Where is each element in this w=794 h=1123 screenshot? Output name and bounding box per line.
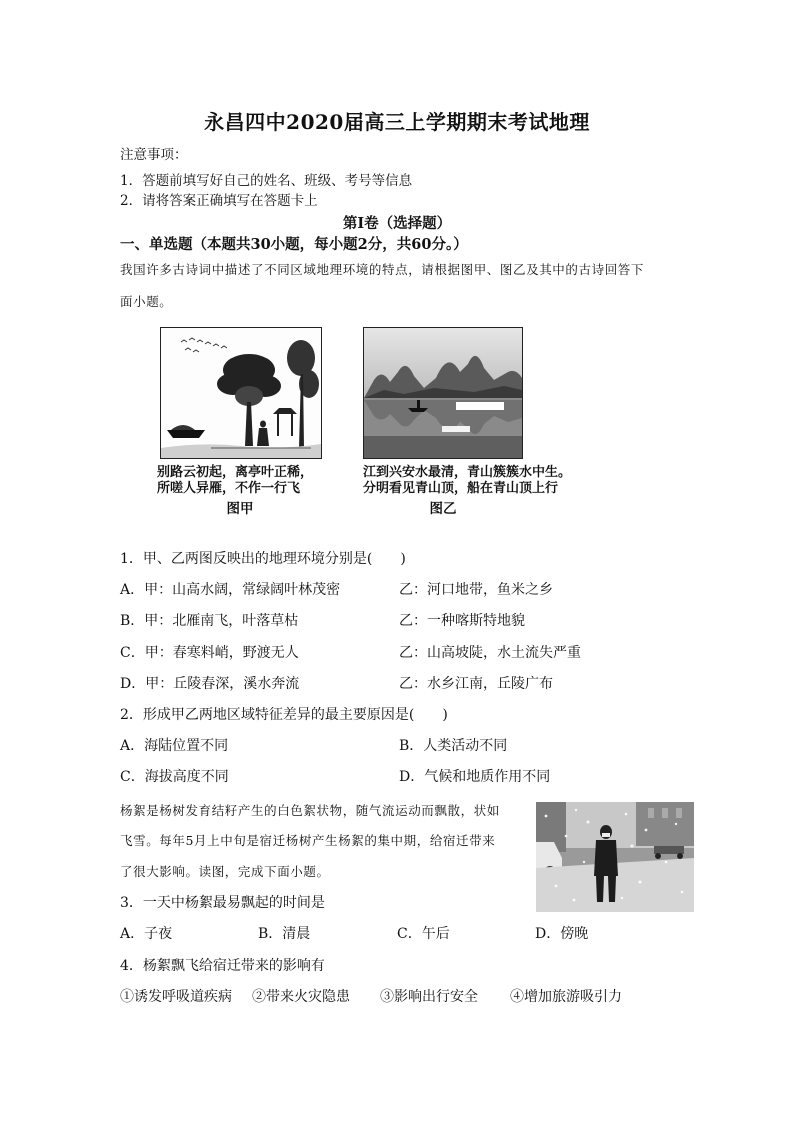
section-title: 第I卷（选择题） — [342, 215, 452, 232]
page-title: 永昌四中2020届高三上学期期末考试地理 — [204, 110, 590, 134]
question-1-option: A．甲：山高水阔，常绿阔叶林茂密 — [120, 582, 341, 598]
question-2-option: A．海陆位置不同 — [120, 738, 229, 754]
question-3-option: D．傍晚 — [535, 926, 589, 942]
intro-text-line: 了很大影响。读图，完成下面小题。 — [120, 864, 330, 879]
figure-a-image — [160, 327, 322, 459]
question-1-option: 乙：河口地带，鱼米之乡 — [399, 582, 553, 598]
question-4-option: ②带来火灾隐患 — [252, 989, 350, 1005]
question-1-option: C．甲：春寒料峭，野渡无人 — [120, 645, 299, 661]
question-1-option: D．甲：丘陵春深，溪水奔流 — [120, 676, 300, 692]
figure-b-image — [363, 327, 523, 459]
poplar-fluff-photo — [536, 802, 694, 912]
question-4-stem: 4．杨絮飘飞给宿迁带来的影响有 — [120, 958, 325, 974]
part-title: 一、单选题（本题共30小题，每小题2分，共60分。） — [120, 236, 468, 253]
figure-b-label: 图乙 — [429, 501, 457, 517]
figure-b-caption-line: 分明看见青山顶，船在青山顶上行 — [363, 481, 559, 496]
question-2-option: D．气候和地质作用不同 — [399, 769, 551, 785]
figure-a-caption-line: 别路云初起，离亭叶正稀， — [157, 465, 314, 480]
intro-text-line: 飞雪。每年5月上中旬是宿迁杨树产生杨絮的集中期，给宿迁带来 — [120, 833, 496, 848]
intro-text-line: 我国许多古诗词中描述了不同区域地理环境的特点，请根据图甲、图乙及其中的古诗回答下 — [120, 262, 645, 277]
question-4-option: ③影响出行安全 — [380, 989, 478, 1005]
notice-item-2: 2．请将答案正确填写在答题卡上 — [120, 193, 318, 209]
question-4-option: ①诱发呼吸道疾病 — [120, 989, 232, 1005]
question-3-stem: 3．一天中杨絮最易飘起的时间是 — [120, 895, 325, 911]
question-1-option: B．甲：北雁南飞，叶落草枯 — [120, 613, 299, 629]
question-3-option: B．清晨 — [258, 926, 311, 942]
question-1-option: 乙：山高坡陡，水土流失严重 — [399, 645, 581, 661]
question-2-stem: 2．形成甲乙两地区域特征差异的最主要原因是( ) — [120, 707, 448, 723]
question-4-option: ④增加旅游吸引力 — [510, 989, 622, 1005]
question-1-option: 乙：一种喀斯特地貌 — [399, 613, 525, 629]
notice-item-1: 1．答题前填写好自己的姓名、班级、考号等信息 — [120, 173, 413, 189]
intro-text-line: 面小题。 — [120, 294, 173, 309]
figure-a-label: 图甲 — [226, 501, 254, 517]
question-3-option: A．子夜 — [120, 926, 173, 942]
intro-text-line: 杨絮是杨树发育结籽产生的白色絮状物，随气流运动而飘散，状如 — [120, 803, 500, 818]
notice-heading: 注意事项： — [120, 147, 188, 163]
question-2-option: C．海拔高度不同 — [120, 769, 229, 785]
question-2-option: B．人类活动不同 — [399, 738, 508, 754]
question-1-option: 乙：水乡江南，丘陵广布 — [399, 676, 553, 692]
figure-b-caption-line: 江到兴安水最清，青山簇簇水中生。 — [363, 465, 572, 480]
question-1-stem: 1．甲、乙两图反映出的地理环境分别是( ) — [120, 551, 406, 567]
question-3-option: C．午后 — [397, 926, 450, 942]
figure-a-caption-line: 所嗟人异雁，不作一行飞 — [157, 481, 301, 496]
